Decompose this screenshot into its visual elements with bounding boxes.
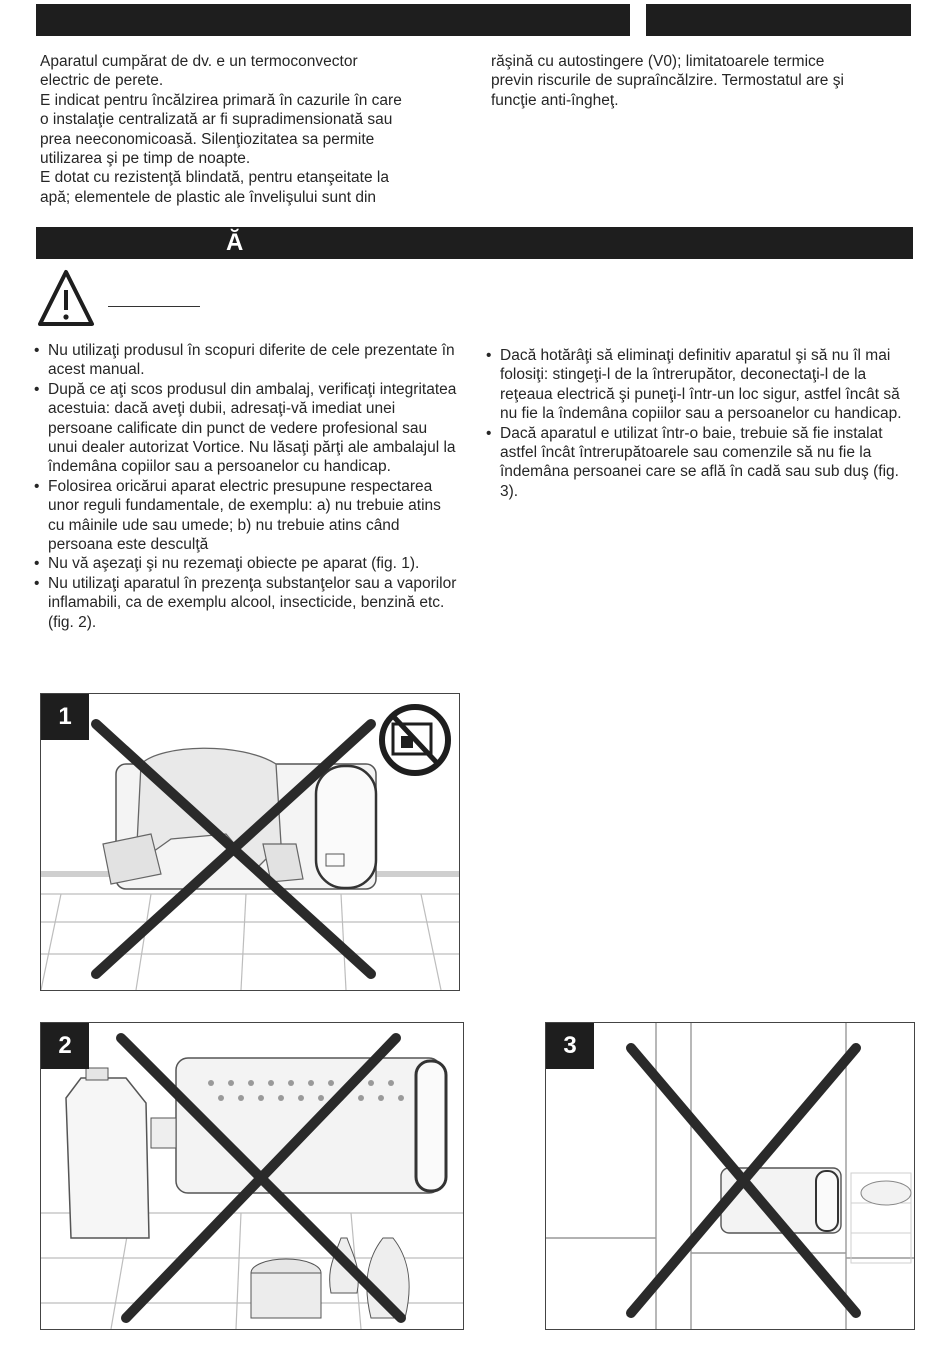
header-bar-right [646, 4, 911, 36]
intro-line: funcţie anti-îngheţ. [491, 91, 619, 109]
safety-section-bar [36, 227, 913, 259]
intro-line: răşină cu autostingere (V0); limitatoarele termice [491, 53, 825, 70]
list-item: • Nu utilizaţi aparatul în prezenţa substanţelor sau a vaporilor inflamabili, ca de exemplu alcool, insecticide, benzină etc. (fig. 2). [34, 574, 459, 632]
intro-column-left [40, 52, 465, 207]
figure-1 [40, 693, 460, 991]
figure-2 [40, 1022, 464, 1330]
figure-number: 2 [41, 1023, 89, 1069]
list-item: • Nu utilizaţi produsul în scopuri diferite de cele prezentate în acest manual. [34, 341, 459, 380]
intro-line: electric de perete. [40, 72, 164, 90]
warning-triangle-icon [36, 268, 96, 328]
list-item: • Folosirea oricărui aparat electric presupune respectarea unor reguli fundamentale, de exemplu: a) nu trebuie atins cu mâinile ude sau umede; b) nu trebuie atins când persoana este desculţă [34, 477, 459, 555]
safety-section-title: Ă [226, 229, 244, 256]
intro-column-right [491, 52, 911, 110]
list-item: • După ce aţi scos produsul din ambalaj, verificaţi integritatea acestuia: dacă aveţi dubii, adresaţi-vă imediat unei persoane calificate din punct de vedere profesional sau unui dealer autorizat Vortice. Nu lăsaţi părţi ale ambalajul la îndemâna copiilor sau a persoanelor cu handicap. [34, 380, 459, 477]
safety-list-left [34, 341, 459, 632]
safety-list-right [486, 346, 914, 501]
intro-line: previn riscurile de supraîncălzire. Termostatul are şi [491, 72, 844, 90]
figure-3 [545, 1022, 915, 1330]
warning-label-underline [108, 306, 200, 307]
list-item: • Dacă hotărâţi să eliminaţi definitiv aparatul şi să nu îl mai folosiţi: stingeţi-l de la întrerupător, deconectaţi-l de la reţeaua electrică şi puneţi-l într-un loc sigur, astfel încât să nu fie la îndemâna copiilor sau a persoanelor cu handicap. [486, 346, 914, 424]
intro-line: E dotat cu rezistenţă blindată, pentru etanşeitate la [40, 169, 389, 187]
list-item: • Nu vă aşezaţi şi nu rezemaţi obiecte pe aparat (fig. 1). [34, 554, 459, 573]
list-item: • Dacă aparatul e utilizat într-o baie, trebuie să fie instalat astfel încât întrerupătoarele sau comenzile să nu fie la îndemâna persoanei care se află în cadă sau sub duş (fig. 3). [486, 424, 914, 502]
figure-3-illustration [546, 1023, 914, 1329]
header-bar-left [36, 4, 630, 36]
figure-1-illustration [41, 694, 459, 990]
intro-line: Aparatul cumpărat de dv. e un termoconvector [40, 53, 358, 70]
intro-line: prea neeconomicoasă. Silenţiozitatea sa permite [40, 130, 375, 148]
no-covering-prohibition-icon [382, 707, 448, 773]
intro-line: o instalaţie centralizată ar fi supradimensionată sau [40, 111, 393, 129]
intro-line: utilizarea şi pe timp de noapte. [40, 150, 251, 168]
intro-line: E indicat pentru încălzirea primară în cazurile în care [40, 91, 402, 109]
figure-number: 3 [546, 1023, 594, 1069]
intro-line: apă; elementele de plastic ale învelişului sunt din [40, 188, 377, 206]
figure-2-illustration [41, 1023, 463, 1329]
figure-number: 1 [41, 694, 89, 740]
